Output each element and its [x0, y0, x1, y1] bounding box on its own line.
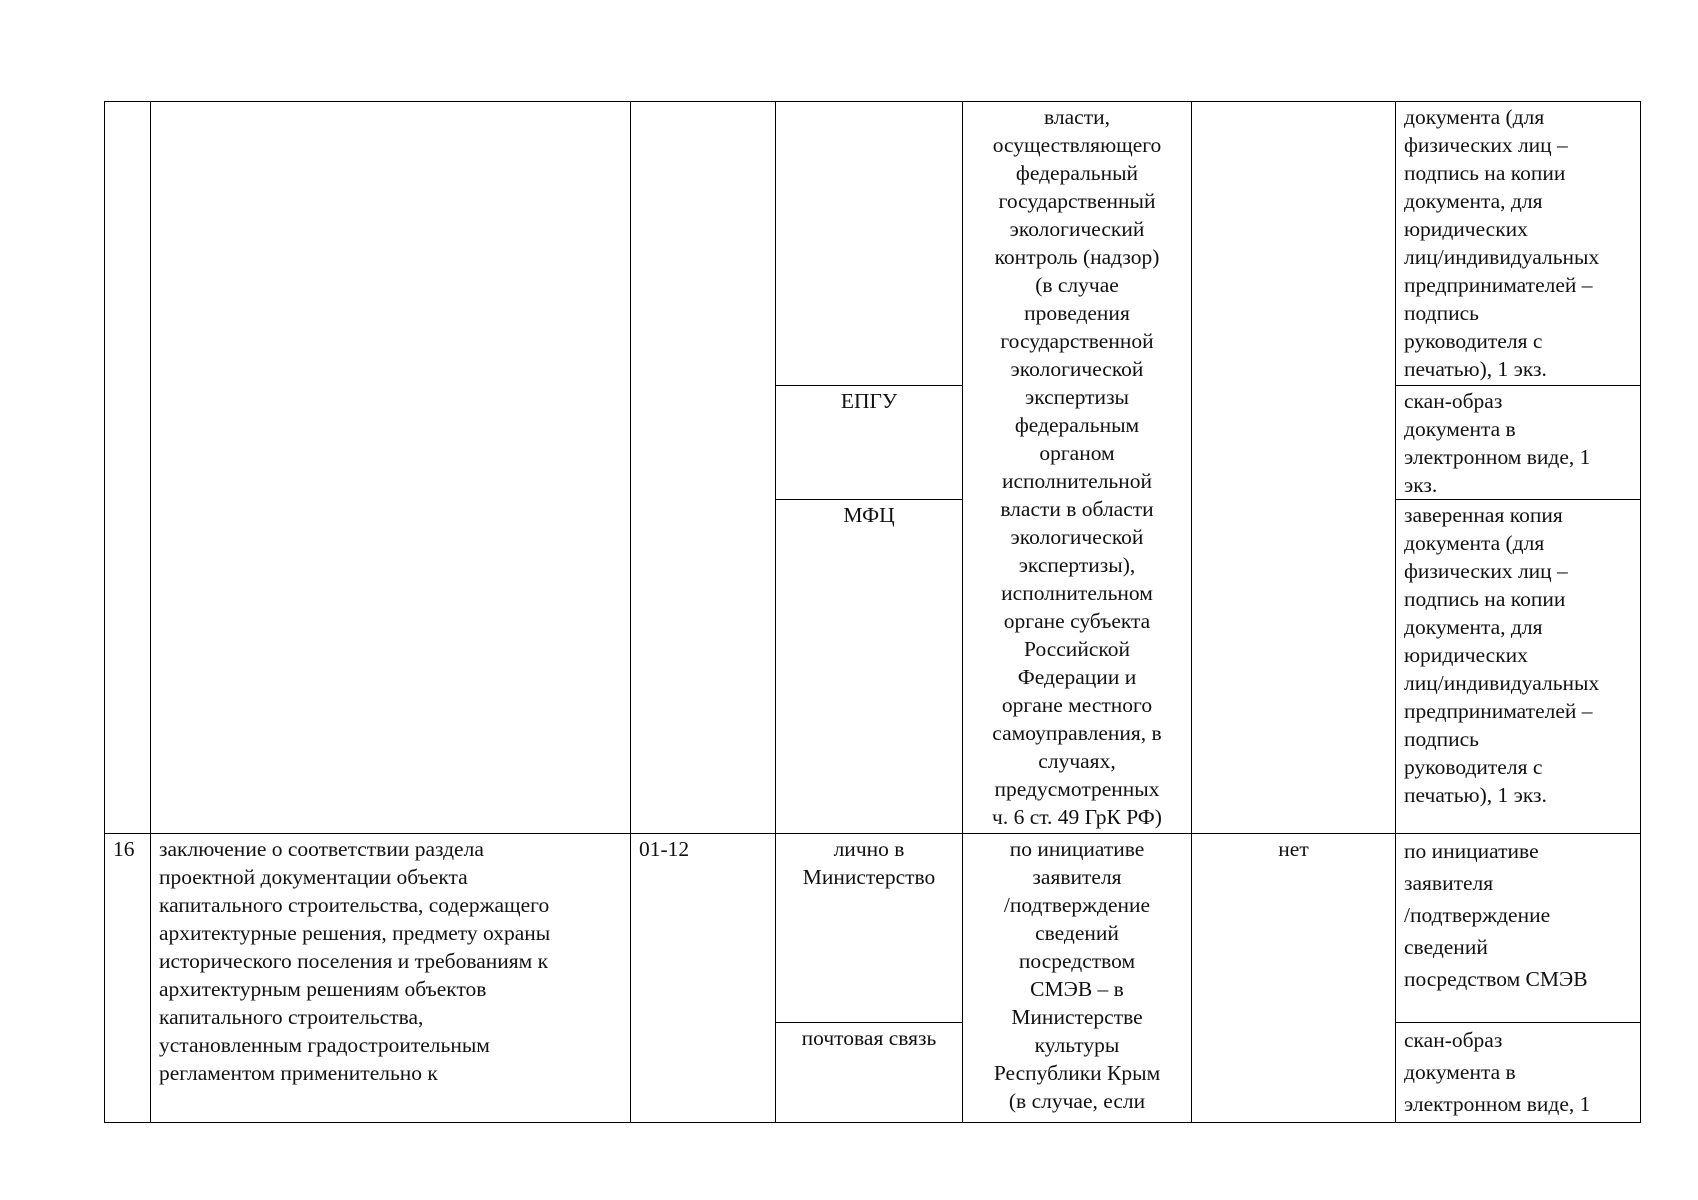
text-line: экспертизы), — [1018, 553, 1136, 577]
text-line: подпись на копии — [1404, 161, 1566, 185]
requirement-cell: нет — [1192, 834, 1396, 1123]
text-line: экологический — [1009, 217, 1145, 241]
code-cell — [631, 102, 776, 834]
row-number-cell: 16 — [105, 834, 151, 1123]
text-line: почтовая связь — [801, 1026, 937, 1050]
text-line: документа, для — [1404, 189, 1543, 213]
text-line: заверенная копия — [1404, 503, 1563, 527]
text-line: регламентом применительно к — [159, 1061, 438, 1085]
text-line: посредством СМЭВ — [1404, 967, 1588, 991]
text-line: федеральным — [1014, 413, 1140, 437]
row-number-cell — [105, 102, 151, 834]
text-line: установленным градостроительным — [159, 1033, 490, 1057]
text-line: руководителя с — [1404, 755, 1543, 779]
text-line: государственный — [998, 189, 1156, 213]
text-line: /подтверждение — [1404, 903, 1551, 927]
code-cell: 01-12 — [631, 834, 776, 1123]
text-line: заключение о соответствии раздела — [159, 837, 484, 861]
text-line: юридических — [1404, 643, 1528, 667]
text-line: Российской — [1024, 637, 1130, 661]
text-line: архитектурные решения, предмету охраны — [159, 921, 551, 945]
text-line: федеральный — [1015, 161, 1139, 185]
text-line: лично в — [833, 837, 905, 861]
text-line: по инициативе — [1404, 839, 1539, 863]
text-line: экз. — [1404, 473, 1438, 497]
text-line: заявителя — [1032, 865, 1122, 889]
text-line: скан-образ — [1404, 389, 1503, 413]
text-line: (в случае — [1035, 273, 1119, 297]
method-channel-cell — [776, 1023, 963, 1123]
text-line: (в случае, если — [1008, 1089, 1146, 1113]
text-line: проектной документации объекта — [159, 865, 468, 889]
text-line: Федерации и — [1017, 665, 1137, 689]
authority-cell — [963, 834, 1192, 1123]
document-form-cell — [1396, 834, 1641, 1023]
text-line: документа (для — [1404, 105, 1545, 129]
method-channel-cell — [776, 834, 963, 1023]
text-line: скан-образ — [1404, 1028, 1503, 1052]
text-line: подпись — [1404, 727, 1479, 751]
text-line: самоуправления, в — [992, 721, 1162, 745]
table-row — [105, 834, 1641, 1023]
text-line: государственной — [1000, 329, 1154, 353]
text-line: исполнительном — [1001, 581, 1153, 605]
text-line: сведений — [1404, 935, 1488, 959]
document-form-cell — [1396, 386, 1641, 500]
text-line: случаях, — [1038, 749, 1116, 773]
table-row — [105, 102, 1641, 386]
method-channel-cell: ЕПГУ — [776, 386, 963, 500]
text-line: документа в — [1404, 1060, 1516, 1084]
text-line: документа (для — [1404, 531, 1545, 555]
document-form-cell — [1396, 102, 1641, 386]
text-line: документа, для — [1404, 615, 1543, 639]
text-line: исторического поселения и требованиям к — [159, 949, 549, 973]
document-form-cell — [1396, 500, 1641, 834]
text-line: Министерство — [802, 865, 936, 889]
text-line: физических лиц – — [1404, 133, 1568, 157]
text-line: печатью), 1 экз. — [1404, 783, 1547, 807]
text-line: исполнительной — [1002, 469, 1152, 493]
text-line: подпись на копии — [1404, 587, 1566, 611]
text-line: юридических — [1404, 217, 1528, 241]
text-line: физических лиц – — [1404, 559, 1568, 583]
text-line: лиц/индивидуальных — [1404, 671, 1600, 695]
text-line: органе субъекта — [1003, 609, 1151, 633]
documents-table — [104, 101, 1641, 1123]
text-line: предпринимателей – — [1404, 699, 1593, 723]
text-line: власти в области — [1000, 497, 1154, 521]
text-line: заявителя — [1404, 871, 1494, 895]
text-line: экологической — [1010, 525, 1144, 549]
document-form-cell — [1396, 1023, 1641, 1123]
authority-cell — [963, 102, 1192, 834]
text-line: капитального строительства, содержащего — [159, 893, 550, 917]
text-line: предпринимателей – — [1404, 273, 1593, 297]
text-line: электронном виде, 1 — [1404, 1092, 1591, 1116]
text-line: руководителя с — [1404, 329, 1543, 353]
text-line: /подтверждение — [1003, 893, 1151, 917]
text-line: по инициативе — [1009, 837, 1145, 861]
text-line: Республики Крым — [993, 1061, 1161, 1085]
text-line: сведений — [1035, 921, 1119, 945]
text-line: капитального строительства, — [159, 1005, 424, 1029]
text-line: СМЭВ – в — [1030, 977, 1124, 1001]
text-line: подпись — [1404, 301, 1479, 325]
document-name-cell — [151, 834, 631, 1123]
text-line: осуществляющего — [992, 133, 1162, 157]
document-name-cell — [151, 102, 631, 834]
text-line: Министерстве — [1011, 1005, 1143, 1029]
text-line: органе местного — [1001, 693, 1153, 717]
text-line: архитектурным решениям объектов — [159, 977, 487, 1001]
text-line: электронном виде, 1 — [1404, 445, 1591, 469]
text-line: контроль (надзор) — [994, 245, 1160, 269]
text-line: экологической — [1010, 357, 1144, 381]
method-channel-cell — [776, 102, 963, 386]
requirement-cell — [1192, 102, 1396, 834]
text-line: печатью), 1 экз. — [1404, 357, 1547, 381]
text-line: проведения — [1024, 301, 1130, 325]
text-line: культуры — [1034, 1033, 1120, 1057]
text-line: предусмотренных — [994, 777, 1160, 801]
method-channel-cell: МФЦ — [776, 500, 963, 834]
text-line: документа в — [1404, 417, 1516, 441]
text-line: экспертизы — [1024, 385, 1130, 409]
text-line: ч. 6 ст. 49 ГрК РФ) — [992, 805, 1162, 829]
text-line: власти, — [1044, 105, 1110, 129]
text-line: лиц/индивидуальных — [1404, 245, 1600, 269]
text-line: органом — [1039, 441, 1115, 465]
text-line: посредством — [1018, 949, 1136, 973]
